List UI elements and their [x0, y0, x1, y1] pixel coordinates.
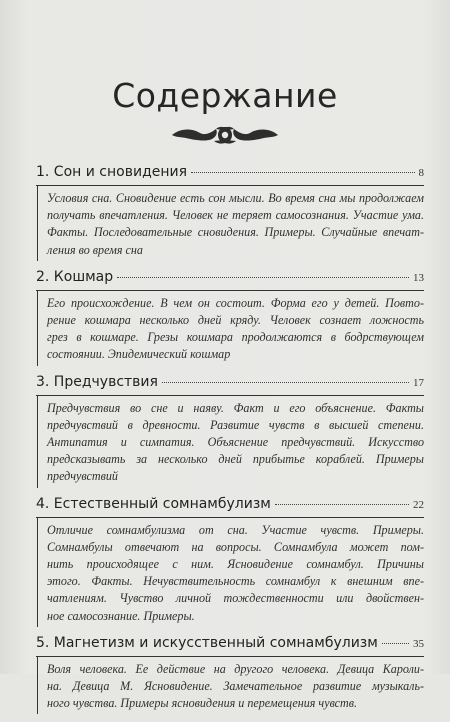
toc-page-number: 8 [418, 167, 424, 179]
toc-entry [36, 269, 424, 366]
toc-entry-summary [37, 186, 424, 261]
toc-entry-heading[interactable] [36, 269, 424, 291]
summary-line: Сомнамбулы отвечают на вопросы. Сомнамбула может пом- [47, 539, 424, 554]
toc-entry-summary [37, 396, 424, 488]
toc-entry [36, 635, 424, 715]
summary-line: нить происходящее с ним. Ясновидение сомнамбул. Причины [47, 557, 424, 572]
summary-line: ное самосознание. Примеры. [47, 608, 195, 623]
dot-leader [382, 642, 409, 644]
dot-leader [162, 381, 409, 383]
table-of-contents [36, 164, 424, 722]
page-title: Содержание [112, 76, 338, 115]
summary-line: на. Девица М. Ясновидение. Замечательное развитие музыкаль- [47, 679, 424, 694]
toc-entry-summary [37, 291, 424, 366]
summary-line: Предчувствия во сне и наяву. Факт и его объяснение. Факты [47, 400, 424, 415]
summary-line: Факты. Последовательные сновидения. Примеры. Случайные впечат- [47, 225, 424, 240]
toc-entry-summary [37, 518, 424, 627]
summary-line: рение кошмара несколько дней кряду. Человек сознает ложность [47, 313, 424, 328]
dot-leader [191, 171, 414, 173]
toc-entry [36, 374, 424, 488]
dot-leader [117, 276, 409, 278]
toc-entry [36, 164, 424, 261]
toc-entry-summary [37, 657, 424, 715]
ornament-divider-icon [170, 124, 280, 146]
toc-page-number: 13 [413, 271, 424, 284]
toc-entry-heading[interactable] [36, 374, 424, 396]
summary-line: Воля человека. Ее действие на другого человека. Девица Кароли- [47, 661, 424, 676]
summary-line: Условия сна. Сновидение есть сон мысли. Во время сна мы продолжаем [47, 191, 424, 205]
toc-entry-title: 4. Естественный сомнамбулизм [36, 495, 271, 512]
summary-line: грез в кошмаре. Грезы кошмара продолжаются в бодрствующем [47, 330, 424, 345]
toc-entry-title: 2. Кошмар [36, 268, 114, 285]
toc-entry-title: 1. Сон и сновидения [36, 164, 188, 180]
toc-page-number: 35 [413, 637, 424, 650]
toc-entry-heading[interactable] [36, 164, 424, 186]
summary-line: Его происхождение. В чем он состоит. Форма его у детей. Повто- [47, 295, 424, 310]
toc-entry-title: 3. Предчувствия [36, 373, 158, 390]
toc-entry-heading[interactable] [36, 635, 424, 657]
summary-line: предчувствий в древности. Развитие чувств в высшей степени. [47, 417, 424, 432]
summary-line: состоянии. Эпидемический кошмар [47, 347, 231, 362]
summary-line: Антипатия и симпатия. Объяснение предчувствий. Искусство [47, 435, 424, 450]
toc-page-number: 17 [413, 376, 424, 389]
summary-line: этого. Факты. Нечувствительность сомнамбул к внешним впе- [47, 574, 424, 589]
summary-line: предчувствий [47, 469, 118, 484]
toc-entry-heading[interactable] [36, 496, 424, 518]
summary-line: Отличие сомнамбулизма от сна. Участие чувств. Примеры. [47, 522, 424, 537]
summary-line: ления во время сна [47, 242, 143, 257]
toc-page-number: 22 [413, 498, 424, 511]
summary-line: ного чувства. Примеры ясновидения и перемещения чувств. [47, 696, 358, 711]
dot-leader [275, 503, 409, 505]
summary-line: чатлениям. Чувство личной тождественности или двойствен- [47, 591, 424, 606]
show-through-texture [36, 48, 426, 62]
summary-line: получать впечатления. Человек не теряет самосознания. Участие ума. [47, 208, 424, 223]
toc-entry-title: 5. Магнетизм и искусственный сомнамбулизм [36, 634, 378, 651]
toc-entry [36, 496, 424, 627]
summary-line: предсказывать за несколько дней прибытье кораблей. Примеры [47, 452, 424, 467]
